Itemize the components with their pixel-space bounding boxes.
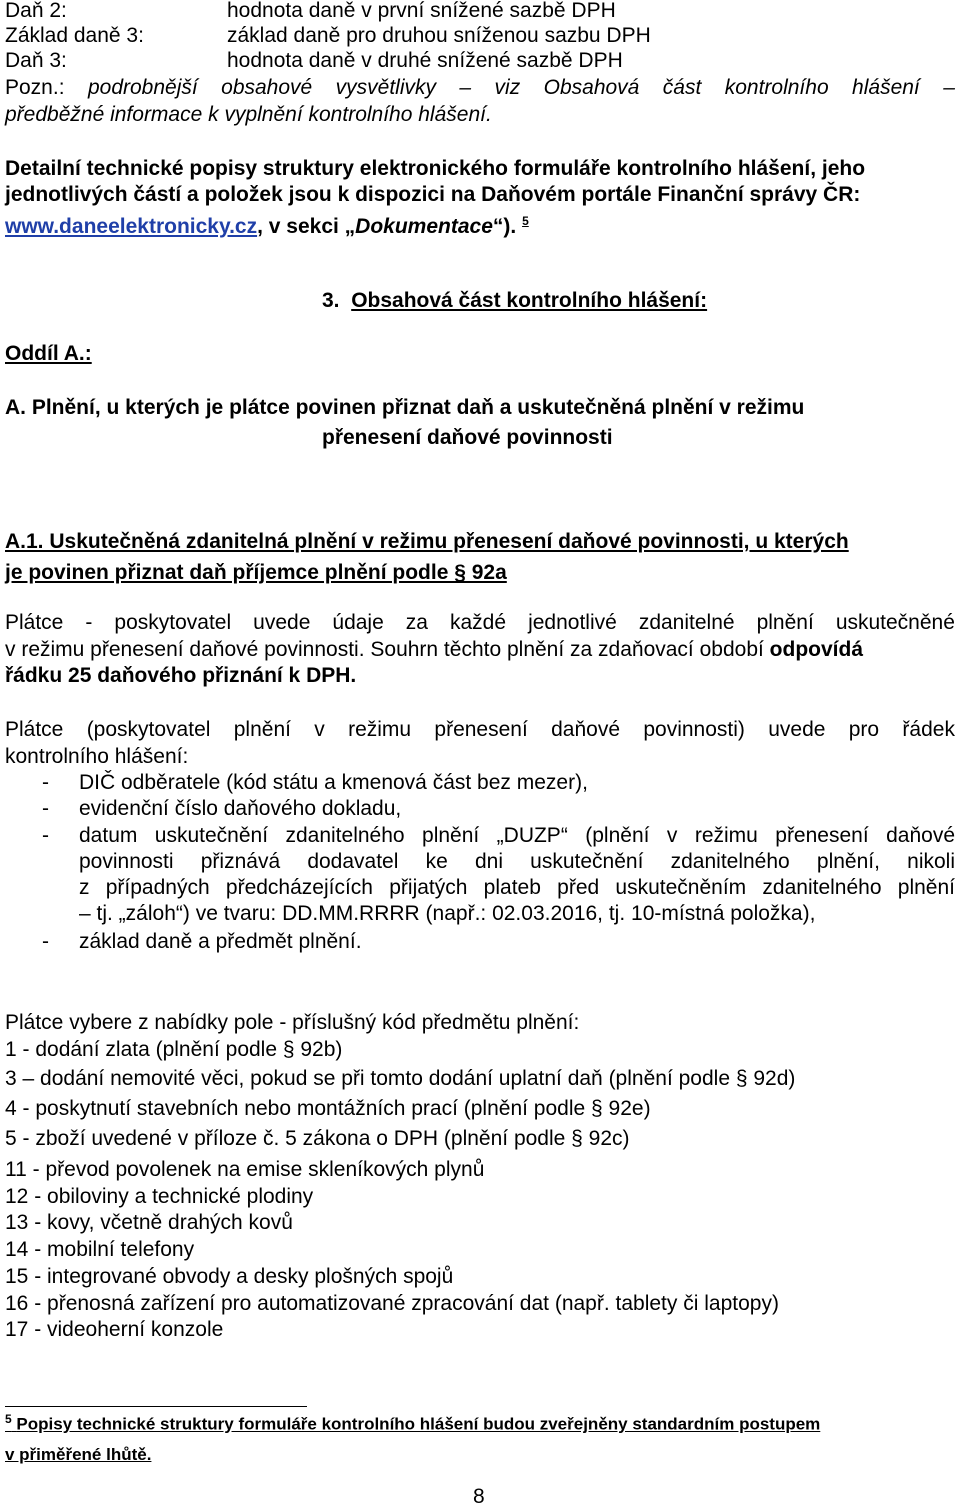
code-item: 11 - převod povolenek na emise skleníkových plynů [5,1158,485,1181]
code-item: 4 - poskytnutí stavebních nebo montážních prací (plnění podle § 92e) [5,1097,651,1120]
note-word: Obsahová [543,76,640,99]
bullet-text: z případných předcházejících přijatých plateb před uskutečněním zdanitelného plnění [79,876,955,899]
code-item: 1 - dodání zlata (plnění podle § 92b) [5,1038,343,1061]
para-word: uskutečněné [835,611,955,634]
para-bold-text: odpovídá [769,638,864,661]
bullet-text: datum uskutečnění zdanitelného plnění „DUZP“ (plnění v režimu přenesení daňové [79,824,955,847]
note-word: – [943,76,955,99]
tech-info-text: “). [492,215,517,238]
a1-title-1: A.1. Uskutečněná zdanitelná plnění v režimu přenesení daňové povinnosti, u kterých [5,530,849,553]
code-item: 14 - mobilní telefony [5,1238,195,1261]
chapter-number: 3. [322,289,340,312]
note-line-1 [5,75,955,100]
bullet-text: evidenční číslo daňového dokladu, [79,797,402,820]
definition-value: základ daně pro druhou sníženou sazbu DPH [227,24,651,47]
para-word: za [405,611,428,634]
chapter-heading [322,288,707,314]
code-item: 17 - videoherní konzole [5,1318,224,1341]
para-word: poskytovatel [114,611,232,634]
para-word: každé [450,611,507,634]
para-word: uvede [768,718,826,741]
oddil-heading: Oddíl A.: [5,342,92,365]
tech-info-text: , v sekci „ [257,215,356,238]
para-word: Plátce [5,611,64,634]
note-word: Pozn.: [5,76,65,99]
definition-value: hodnota daně v druhé snížené sazbě DPH [227,49,623,72]
note-word: obsahové [221,76,313,99]
note-word: podrobnější [87,76,198,99]
section-a-text: A. Plnění, u kterých je plátce povinen přiznat daň a uskutečněná plnění v režimu [5,396,805,419]
code-item: 5 - zboží uvedené v příloze č. 5 zákona o DPH (plnění podle § 92c) [5,1127,630,1150]
para-word: uvede [253,611,311,634]
bullet-dash: - [42,771,49,794]
section-a-title-2: přenesení daňové povinnosti [322,426,613,449]
footnote-divider [5,1406,307,1407]
para-word: zdanitelné [638,611,735,634]
para-word: - [85,611,93,634]
note-word: vysvětlivky [335,76,436,99]
code-item: 15 - integrované obvody a desky plošných spojů [5,1265,454,1288]
para-word: povinnosti) [643,718,745,741]
footnote-number: 5 [5,1412,12,1426]
para1-line-1 [5,610,955,636]
para-word: přenesení [434,718,528,741]
definition-key: Základ daně 3: [5,24,144,47]
para-word: plnění [756,611,814,634]
chapter-title: Obsahová část kontrolního hlášení: [351,289,708,312]
page-number: 8 [473,1485,485,1508]
para-text: v režimu přenesení daňové povinnosti. Souhrn těchto plnění za zdaňovací období [5,638,770,661]
tech-info-line-2: jednotlivých částí a položek jsou k dispozici na Daňovém portále Finanční správy ČR: [5,183,861,206]
tech-info-line-1: Detailní technické popisy struktury elektronického formuláře kontrolního hlášení, jeho [5,157,866,180]
code-item: 13 - kovy, včetně drahých kovů [5,1211,293,1234]
bullet-dash: - [42,797,49,820]
definition-key: Daň 2: [5,0,67,22]
para1-line-2 [5,637,863,663]
bullet-dash: - [42,824,49,847]
para-word: údaje [332,611,384,634]
definition-value: hodnota daně v první snížené sazbě DPH [227,0,616,22]
para-word: plnění [233,718,291,741]
para2-line-2: kontrolního hlášení: [5,745,189,768]
code-item: 3 – dodání nemovité věci, pokud se při tomto dodání uplatní daň (plnění podle § 92d) [5,1067,796,1090]
code-item: 12 - obiloviny a technické plodiny [5,1185,314,1208]
footnote-text: Popisy technické struktury formuláře kontrolního hlášení budou zveřejněny standardním postupem [16,1414,821,1434]
para-word: jednotlivé [528,611,617,634]
note-word: část [662,76,702,99]
para-word: v [314,718,325,741]
note-word: – [459,76,472,99]
note-word: hlášení [852,76,920,99]
footnote-ref[interactable]: 5 [522,214,529,228]
para-word: (poskytovatel [86,718,211,741]
a1-title-2: je povinen přiznat daň příjemce plnění podle § 92a [5,561,507,584]
bullet-dash: - [42,930,49,953]
para-word: Plátce [5,718,64,741]
codes-intro: Plátce vybere z nabídky pole - příslušný kód předmětu plnění: [5,1011,580,1034]
para-word: režimu [348,718,412,741]
section-a-title-1 [5,395,804,421]
note-word: viz [494,76,521,99]
code-item: 16 - přenosná zařízení pro automatizované zpracování dat (např. tablety či laptopy) [5,1292,779,1315]
tech-info-line-3 [5,208,529,240]
para1-line-3: řádku 25 daňového přiznání k DPH. [5,664,357,687]
bullet-text: DIČ odběratele (kód státu a kmenová část bez mezer), [79,771,588,794]
bullet-text: základ daně a předmět plnění. [79,930,362,953]
footnote-line-2: v přiměřené lhůtě. [5,1445,152,1464]
note-line-2: předběžné informace k vyplnění kontrolního hlášení. [5,103,492,126]
footnote-line-1 [5,1412,820,1435]
para-word: řádek [902,718,955,741]
portal-link[interactable]: www.daneelektronicky.cz [5,215,258,238]
note-word: kontrolního [724,76,829,99]
definition-key: Daň 3: [5,49,67,72]
para-word: pro [848,718,880,741]
bullet-text: povinnosti přiznává dodavatel ke dni uskutečnění zdanitelného plnění, nikoli [79,850,955,873]
para2-line-1 [5,717,955,743]
para-word: daňové [551,718,621,741]
section-name: Dokumentace [355,215,493,238]
bullet-text: – tj. „záloh“) ve tvaru: DD.MM.RRRR (např.: 02.03.2016, tj. 10-místná položka), [79,902,816,925]
